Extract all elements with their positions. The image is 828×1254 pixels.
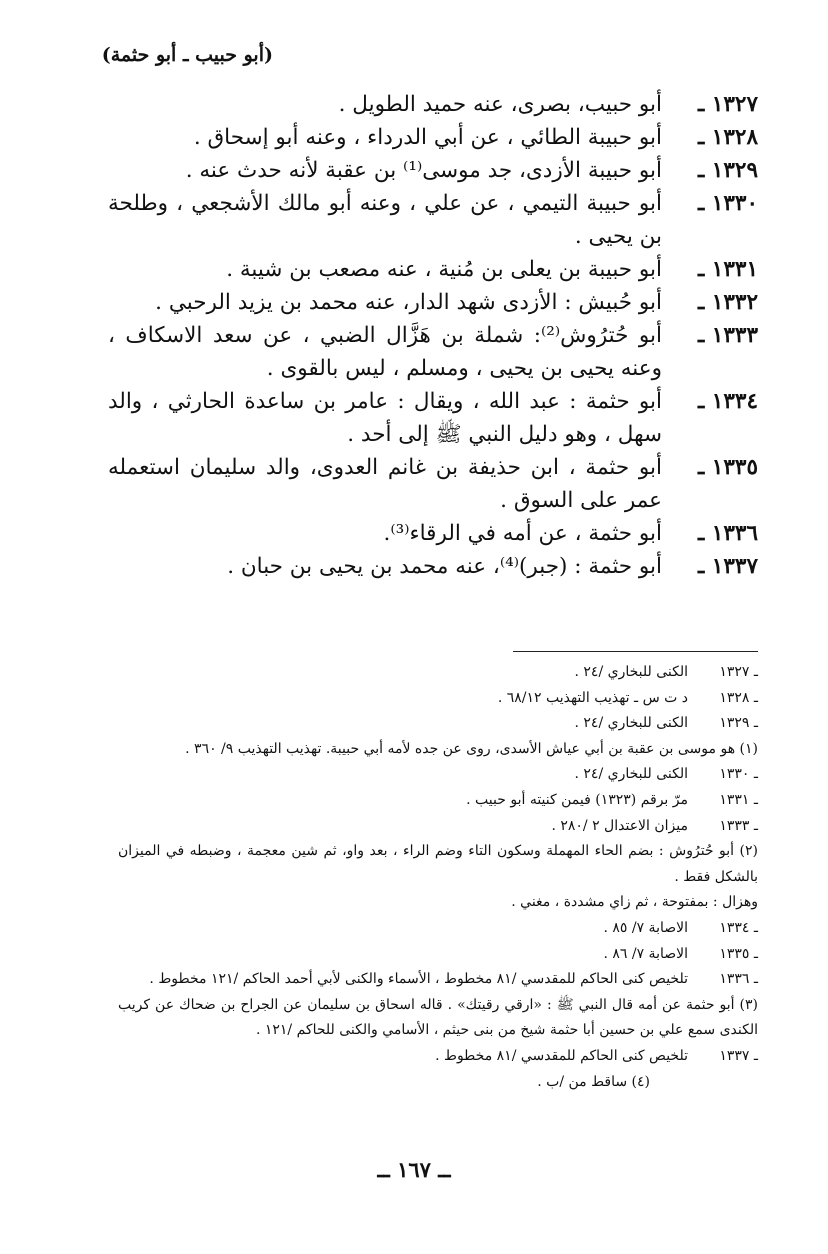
note-text: الكنى للبخاري /٢٤ . [574,664,688,680]
entry-1328 [108,121,758,154]
entry-1330 [108,187,758,253]
entry-1333 [108,319,758,385]
entry-number: ١٣٢٨ ـ [698,125,758,150]
entry-1334 [108,385,758,451]
entry-1337 [108,550,758,583]
source-note [118,942,758,968]
note-text: ميزان الاعتدال ٢ /٢٨٠ . [551,817,688,834]
entry-number: ١٣٣٢ ـ [698,290,758,315]
entry-number: ١٣٣٦ ـ [698,521,758,546]
source-note [118,967,758,993]
entry-text: أبو حبيبة الطائي ، عن أبي الدرداء ، وعنه أبو إسحاق . [193,125,662,150]
note-number: ـ ١٣٢٩ [719,715,758,732]
footnote-2-continued: وهزال : بمفتوحة ، ثم زاي مشددة ، مغني . [511,894,758,911]
entry-text: أبو حثمة : عبد الله ، ويقال : عامر بن ساعدة الحارثي ، والد سهل ، وهو دليل النبي ﷺ إلى أحد . [108,389,662,447]
source-note [118,711,758,737]
note-text: الاصابة ٧/ ٨٥ . [603,919,688,936]
note-text: د ت س ـ تهذيب التهذيب ٦٨/١٢ . [497,689,688,706]
footnote-4: (٤) ساقط من /ب . [537,1073,650,1090]
entry-text: أبو حثمة ، ابن حذيفة بن غانم العدوى، والد سليمان استعمله عمر على السوق . [108,455,662,513]
note-text: الكنى للبخاري /٢٤ . [574,766,688,783]
note-number: ـ ١٣٣٥ [719,945,758,962]
entry-number: ١٣٢٩ ـ [698,158,758,183]
note-number: ـ ١٣٣٣ [719,817,758,834]
note-text: الاصابة ٧/ ٨٦ . [603,945,688,962]
entry-number: ١٣٣٣ ـ [698,323,758,348]
note-text: مرّ برقم (١٣٢٣) فيمن كنيته أبو حبيب . [466,791,688,808]
footnote-1: (١) هو موسى بن عقبة بن أبي عياش الأسدى، روى عن جده لأمه أبي حبيبة. تهذيب التهذيب ٩/ ٣٦٠ . [185,740,758,757]
entry-number: ١٣٢٧ ـ [698,92,758,117]
note-text: تلخيص كنى الحاكم للمقدسي /٨١ مخطوط ، الأسماء والكنى لأبي أحمد الحاكم /١٢١ مخطوط . [149,971,688,988]
footnote-2: (٢) أبو حُترُوش : بضم الحاء المهملة وسكون التاء وضم الراء ، بعد واو، ثم شين معجمة ، وضبطه في الميزان بالشكل فقط . [118,843,758,885]
source-note [118,814,758,840]
entry-text: أبو حبيب، بصرى، عنه حميد الطويل . [338,92,662,117]
entry-number: ١٣٣١ ـ [698,257,758,282]
source-note [118,660,758,686]
entry-1336 [108,517,758,550]
entry-text: أبو حبيبة التيمي ، عن علي ، وعنه أبو مالك الأشجعي ، وطلحة بن يحيى . [108,191,662,249]
note-number: ـ ١٣٣١ [719,791,758,808]
entry-text: أبو حبيبة الأزدى، جد موسى⁽¹⁾ بن عقبة لأنه حدث عنه . [185,158,662,183]
note-text: تلخيص كنى الحاكم للمقدسي /٨١ مخطوط . [435,1047,688,1064]
note-text: الكنى للبخاري /٢٤ . [574,715,688,732]
entry-number: ١٣٣٧ ـ [698,554,758,579]
entry-1327 [108,88,758,121]
page-number: ــ ١٦٧ ــ [377,1157,451,1182]
entry-1331 [108,253,758,286]
entry-list [108,88,758,583]
running-header: (أبو حبيب ـ أبو حثمة) [101,44,273,66]
entry-text: أبو حُترُوش⁽²⁾: شملة بن هَزَّال الضبي ، عن سعد الاسكاف ، وعنه يحيى بن يحيى ، ومسلم ، ليس بالقوى . [108,323,662,381]
entry-number: ١٣٣٥ ـ [698,455,758,480]
entry-text: أبو حبيبة بن يعلى بن مُنية ، عنه مصعب بن شيبة . [226,257,662,282]
note-number: ـ ١٣٣٠ [719,766,758,783]
entry-1335 [108,451,758,517]
entry-text: أبو حُبيش : الأزدى شهد الدار، عنه محمد بن يزيد الرحبي . [155,290,662,315]
source-note [118,762,758,788]
entry-1332 [108,286,758,319]
note-number: ـ ١٣٢٧ [719,664,758,680]
source-note [118,1044,758,1070]
note-number: ـ ١٣٢٨ [719,689,758,706]
footnote-divider [513,651,758,652]
entry-1329 [108,154,758,187]
note-number: ـ ١٣٣٧ [719,1047,758,1064]
source-note [118,916,758,942]
entry-text: أبو حثمة ، عن أمه في الرقاء⁽³⁾. [383,521,662,546]
footnotes-block [118,660,758,1095]
footnote-3: (٣) أبو حثمة عن أمه قال النبي ﷺ : «ارقي رقيتك» . قاله اسحاق بن سليمان عن الجراح بن ضحاك عن كريب الكندى سمع علي بن حسين أبا حثمة شيخ من بنى حيثم ، الأسامي والكنى للحاكم /١٢١ . [118,996,759,1039]
note-number: ـ ١٣٣٦ [719,971,758,988]
source-note [118,788,758,814]
note-number: ـ ١٣٣٤ [719,919,758,936]
source-note [118,686,758,712]
entry-text: أبو حثمة : (جبر)⁽⁴⁾، عنه محمد بن يحيى بن حبان . [227,554,662,579]
entry-number: ١٣٣٤ ـ [698,389,758,414]
entry-number: ١٣٣٠ ـ [698,191,758,216]
